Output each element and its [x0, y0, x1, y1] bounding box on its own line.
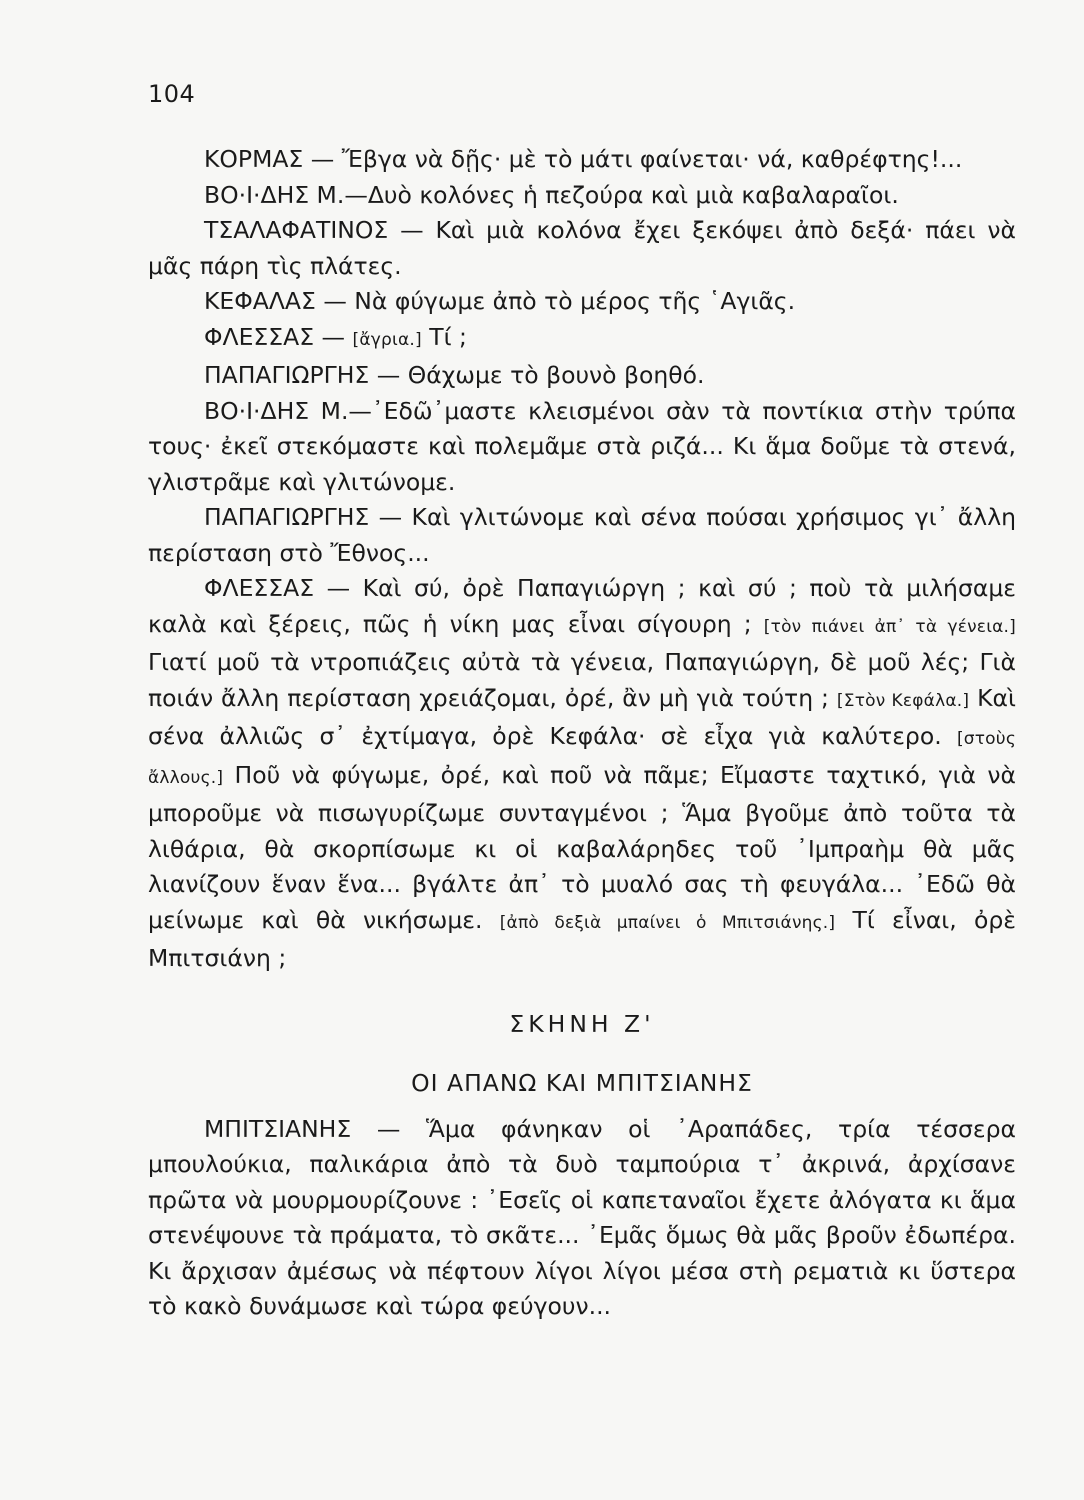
speaker-name: ΤΣΑΛΑΦΑΤΙΝΟΣ	[204, 216, 389, 244]
dialogue-paragraph	[148, 358, 1016, 394]
dialogue-text: — Νὰ φύγωμε ἀπὸ τὸ μέρος τῆς ῾Αγιᾶς.	[315, 287, 796, 315]
dialogue-paragraph	[148, 142, 1016, 178]
stage-direction: [ἄγρια.]	[352, 329, 422, 350]
dialogue-text: Γιατί μοῦ τὰ ντροπιάζεις αὐτὰ τὰ γένεια, Παπαγιώργη, δὲ μοῦ λές; Γιὰ ποιάν ἄλλη περίσταση χρειάζομαι, ὀρέ, ἂν μὴ γιὰ τούτη ;	[148, 648, 1016, 712]
dialogue-paragraph	[148, 213, 1016, 284]
dialogue-paragraph	[148, 284, 1016, 320]
dialogue-text: — Καὶ σύ, ὀρὲ Παπαγιώργη ; καὶ σύ ; ποὺ τὰ μιλήσαμε καλὰ καὶ ξέρεις, πῶς ἡ νίκη μας εἶναι σίγουρη ;	[148, 574, 1016, 638]
dialogue-text: — Καὶ γλιτώνομε καὶ σένα πούσαι χρήσιμος γι᾿ ἄλλη περίσταση στὸ Ἔθνος...	[148, 503, 1016, 567]
dialogue-paragraph	[148, 394, 1016, 501]
speaker-name: ΠΑΠΑΓΙΩΡΓΗΣ	[204, 361, 370, 389]
page-body	[148, 142, 1016, 1325]
dialogue-text: —Δυὸ κολόνες ἡ πεζούρα καὶ μιὰ καβαλαραῖοι.	[344, 180, 899, 209]
stage-direction: [Στὸν Κεφάλα.]	[836, 690, 970, 711]
page-number: 104	[148, 80, 196, 108]
dialogue-paragraph	[148, 1112, 1016, 1325]
dialogue-text: — Θάχωμε τὸ βουνὸ βοηθό.	[369, 361, 705, 389]
stage-direction: [τὸν πιάνει ἀπ᾿ τὰ γένεια.]	[763, 616, 1016, 637]
scene-subtitle: ΟΙ ΑΠΑΝΩ ΚΑΙ ΜΠΙΤΣΙΑΝΗΣ	[411, 1069, 753, 1097]
speaker-name: ΠΑΠΑΓΙΩΡΓΗΣ	[204, 503, 370, 531]
dialogue-paragraph	[148, 571, 1016, 977]
dialogue-text: — Ἅμα φάνηκαν οἱ ᾿Αραπάδες, τρία τέσσερα μπουλούκια, παλικάρια ἀπὸ τὰ δυὸ ταμπούρια τ᾿ ἀκρινά, ἀρχίσανε πρῶτα νὰ μουρμουρίζουνε : ᾿Εσεῖς οἱ καπεταναῖοι ἔχετε ἀλόγατα κι ἅμα στενέψουνε τὰ πράματα, τὸ σκᾶτε... ᾿Εμᾶς ὅμως θὰ μᾶς βροῦν ἐδωπέρα. Κι ἄρχισαν ἀμέσως νὰ πέφτουν λίγοι λίγοι μέσα στὴ ρεματιὰ κι ὕστερα τὸ κακὸ δυνάμωσε καὶ τώρα φεύγουν...	[148, 1114, 1016, 1320]
dialogue-text: —	[314, 322, 353, 351]
dialogue-text: Καὶ σένα ἀλλιῶς σ᾿ ἐχτίμαγα, ὀρὲ Κεφάλα· σὲ εἶχα γιὰ καλύτερο.	[148, 683, 1016, 750]
dialogue-text: — Ἔβγα νὰ δῇς· μὲ τὸ μάτι φαίνεται· νά, καθρέφτης!...	[303, 145, 963, 173]
speaker-name: ΚΕΦΑΛΑΣ	[204, 287, 316, 315]
speaker-name: ΒΟ·Ι·ΔΗΣ Μ.	[204, 180, 345, 209]
dialogue-paragraph	[148, 500, 1016, 571]
dialogue-paragraph	[148, 320, 1016, 359]
dialogue-paragraph	[148, 178, 1016, 214]
speaker-name: ΒΟ·Ι·ΔΗΣ Μ.	[204, 396, 349, 425]
dialogue-text: — Καὶ μιὰ κολόνα ἔχει ξεκόψει ἀπὸ δεξά· πάει νὰ μᾶς πάρη τὶς πλάτες.	[148, 216, 1016, 280]
speaker-name: ΜΠΙΤΣΙΑΝΗΣ	[204, 1114, 352, 1143]
dialogue-text: Ποῦ νὰ φύγωμε, ὀρέ, καὶ ποῦ νὰ πᾶμε; Εἴμαστε ταχτικό, γιὰ νὰ μποροῦμε νὰ πισωγυρίζωμε συνταγμένοι ; Ἅμα βγοῦμε ἀπὸ τοῦτα τὰ λιθάρια, θὰ σκορπίσωμε κι οἱ καβαλάρηδες τοῦ ᾿Ιμπραὴμ θὰ μᾶς λιανίζουν ἕναν ἕνα... βγάλτε ἀπ᾿ τὸ μυαλό σας τὴ φευγάλα... ᾿Εδῶ θὰ μείνωμε καὶ θὰ νικήσωμε.	[148, 760, 1016, 934]
speaker-name: ΦΛΕΣΣΑΣ	[204, 322, 315, 351]
scene-title: ΣΚΗΝΗ Ζ'	[509, 1009, 655, 1038]
speaker-name: ΚΟΡΜΑΣ	[204, 145, 304, 173]
stage-direction: [στοὺς ἄλλους.]	[148, 729, 1016, 788]
dialogue-text: Τί ;	[421, 322, 467, 351]
speaker-name: ΦΛΕΣΣΑΣ	[204, 574, 315, 602]
stage-direction: [ἀπὸ δεξιὰ μπαίνει ὁ Μπιτσιάνης.]	[499, 912, 836, 933]
dialogue-text: —᾿Εδῶ᾿μαστε κλεισμένοι σὰν τὰ ποντίκια στὴν τρύπα τους· ἐκεῖ στεκόμαστε καὶ πολεμᾶμε στὰ ριζά... Κι ἅμα δοῦμε τὰ στενά, γλιστρᾶμε καὶ γλιτώνομε.	[148, 396, 1016, 496]
dialogue-text: Τί εἶναι, ὀρὲ Μπιτσιάνη ;	[148, 905, 1016, 972]
